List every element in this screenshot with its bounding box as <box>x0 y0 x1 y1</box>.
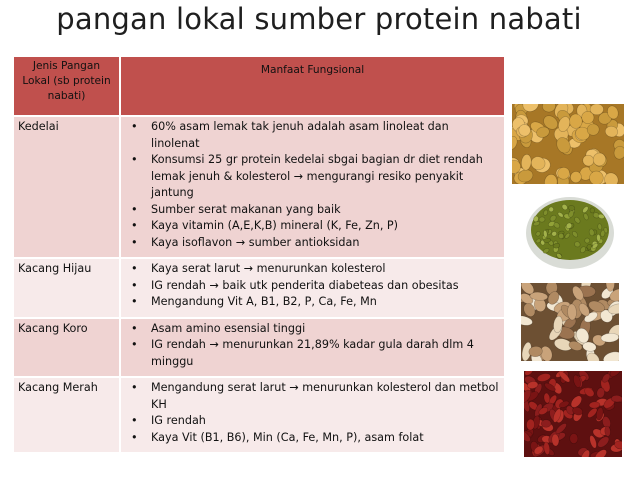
food-name: Kacang Koro <box>14 318 120 378</box>
benefits-table <box>14 57 504 452</box>
table-row <box>14 258 504 318</box>
bean-mark <box>590 104 603 115</box>
list-item: • IG rendah → menurunkan 21,89% kadar gula darah dlm 4 minggu <box>125 337 500 370</box>
food-name: Kedelai <box>14 116 120 258</box>
benefits-cell <box>120 318 504 378</box>
table-row <box>14 116 504 258</box>
list-item: • Kaya serat larut → menurunkan kolesterol <box>125 261 500 278</box>
food-name: Kacang Merah <box>14 377 120 452</box>
benefits-cell <box>120 258 504 318</box>
bean-mark <box>569 114 582 129</box>
benefits-cell <box>120 377 504 452</box>
bean-mark <box>570 433 578 443</box>
mung-beans-photo <box>524 193 616 273</box>
list-item: • Kaya isoflavon → sumber antioksidan <box>125 235 500 252</box>
bean-mark <box>585 238 590 243</box>
header-food-type: Jenis Pangan Lokal (sb protein nabati) <box>14 57 120 116</box>
list-item: • IG rendah → baik utk penderita diabeteas dan obesitas <box>125 278 500 295</box>
bean-mark <box>526 419 535 430</box>
list-item: • Kaya vitamin (A,E,K,B) mineral (K, Fe, Zn, P) <box>125 218 500 235</box>
table-header-row <box>14 57 504 116</box>
bean-mark <box>611 395 622 402</box>
benefits-cell <box>120 116 504 258</box>
slide-title: pangan lokal sumber protein nabati <box>56 2 582 36</box>
table-row <box>14 318 504 378</box>
list-item: • Mengandung Vit A, B1, B2, P, Ca, Fe, Mn <box>125 294 500 311</box>
list-item: • Sumber serat makanan yang baik <box>125 202 500 219</box>
list-item: • IG rendah <box>125 413 500 430</box>
table-row <box>14 377 504 452</box>
list-item: • Kaya Vit (B1, B6), Min (Ca, Fe, Mn, P), asam folat <box>125 430 500 447</box>
list-item: • Konsumsi 25 gr protein kedelai sbgai bagian dr diet rendah lemak jenuh & kolesterol → mengurangi resiko penyakit jantung <box>125 152 500 202</box>
bean-mark <box>539 217 546 223</box>
red-beans-photo <box>524 371 622 457</box>
list-item: • Asam amino esensial tinggi <box>125 321 500 338</box>
header-benefits: Manfaat Fungsional <box>120 57 504 116</box>
food-name: Kacang Hijau <box>14 258 120 318</box>
koro-beans-photo <box>521 283 619 361</box>
bean-mark <box>596 234 600 241</box>
bean-mark <box>541 420 551 428</box>
bean-mark <box>559 233 564 239</box>
bean-mark <box>590 208 595 214</box>
list-item: • 60% asam lemak tak jenuh adalah asam linoleat dan linolenat <box>125 119 500 152</box>
soybeans-photo <box>512 104 624 184</box>
list-item: • Mengandung serat larut → menurunkan kolesterol dan metbol KH <box>125 380 500 413</box>
